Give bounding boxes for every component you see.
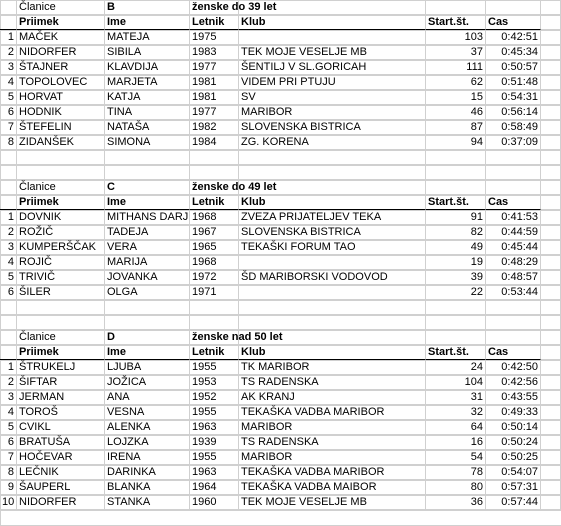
cell-start[interactable]: 31: [426, 390, 486, 405]
header-surname[interactable]: Priimek: [17, 195, 105, 210]
empty-cell[interactable]: [190, 300, 239, 315]
header-name[interactable]: Ime: [105, 195, 190, 210]
cell-time[interactable]: 0:50:57: [486, 60, 541, 75]
cell-year[interactable]: 1972: [190, 270, 239, 285]
empty-cell[interactable]: [0, 15, 17, 30]
cell-start[interactable]: 80: [426, 480, 486, 495]
cell-time[interactable]: 0:41:53: [486, 210, 541, 225]
empty-cell[interactable]: [541, 300, 561, 315]
cell-year[interactable]: 1968: [190, 255, 239, 270]
cell-surname[interactable]: ZIDANŠEK: [17, 135, 105, 150]
cell-year[interactable]: 1963: [190, 465, 239, 480]
cell-club[interactable]: TEK MOJE VESELJE MB: [239, 45, 426, 60]
row-number[interactable]: 4: [0, 255, 17, 270]
cell-year[interactable]: 1955: [190, 360, 239, 375]
cell-surname[interactable]: JERMAN: [17, 390, 105, 405]
empty-cell[interactable]: [541, 465, 561, 480]
header-year[interactable]: Letnik: [190, 195, 239, 210]
cell-surname[interactable]: NIDORFER: [17, 495, 105, 510]
cell-time[interactable]: 0:50:25: [486, 450, 541, 465]
section-code[interactable]: B: [105, 0, 190, 15]
cell-club[interactable]: SLOVENSKA BISTRICA: [239, 225, 426, 240]
empty-cell[interactable]: [426, 165, 486, 180]
cell-club[interactable]: MARIBOR: [239, 420, 426, 435]
cell-name[interactable]: NATAŠA: [105, 120, 190, 135]
empty-cell[interactable]: [0, 0, 17, 15]
cell-surname[interactable]: ŠTRUKELJ: [17, 360, 105, 375]
cell-start[interactable]: 104: [426, 375, 486, 390]
empty-cell[interactable]: [105, 300, 190, 315]
cell-surname[interactable]: ROŽIČ: [17, 225, 105, 240]
cell-start[interactable]: 16: [426, 435, 486, 450]
cell-start[interactable]: 94: [426, 135, 486, 150]
header-time[interactable]: Cas: [486, 195, 541, 210]
cell-time[interactable]: 0:43:55: [486, 390, 541, 405]
cell-time[interactable]: 0:50:24: [486, 435, 541, 450]
row-number[interactable]: 4: [0, 405, 17, 420]
cell-surname[interactable]: KUMPERŠČAK: [17, 240, 105, 255]
cell-start[interactable]: 19: [426, 255, 486, 270]
header-name[interactable]: Ime: [105, 15, 190, 30]
empty-cell[interactable]: [541, 150, 561, 165]
cell-time[interactable]: 0:57:31: [486, 480, 541, 495]
empty-cell[interactable]: [17, 315, 105, 330]
cell-year[interactable]: 1983: [190, 45, 239, 60]
cell-name[interactable]: BLANKA: [105, 480, 190, 495]
empty-cell[interactable]: [426, 330, 486, 345]
cell-club[interactable]: VIDEM PRI PTUJU: [239, 75, 426, 90]
row-number[interactable]: 5: [0, 270, 17, 285]
cell-club[interactable]: TS RADENSKA: [239, 435, 426, 450]
row-number[interactable]: 3: [0, 60, 17, 75]
cell-start[interactable]: 91: [426, 210, 486, 225]
empty-cell[interactable]: [541, 315, 561, 330]
empty-cell[interactable]: [426, 0, 486, 15]
empty-cell[interactable]: [541, 480, 561, 495]
cell-year[interactable]: 1977: [190, 60, 239, 75]
cell-name[interactable]: KATJA: [105, 90, 190, 105]
cell-start[interactable]: 111: [426, 60, 486, 75]
cell-club[interactable]: ZG. KORENA: [239, 135, 426, 150]
section-label[interactable]: Članice: [17, 180, 105, 195]
cell-surname[interactable]: CVIKL: [17, 420, 105, 435]
row-number[interactable]: 8: [0, 135, 17, 150]
empty-cell[interactable]: [17, 165, 105, 180]
empty-cell[interactable]: [486, 315, 541, 330]
empty-cell[interactable]: [541, 210, 561, 225]
cell-start[interactable]: 87: [426, 120, 486, 135]
cell-name[interactable]: OLGA: [105, 285, 190, 300]
cell-year[interactable]: 1968: [190, 210, 239, 225]
empty-cell[interactable]: [486, 0, 541, 15]
cell-surname[interactable]: HODNIK: [17, 105, 105, 120]
row-number[interactable]: 1: [0, 30, 17, 45]
cell-name[interactable]: TINA: [105, 105, 190, 120]
cell-start[interactable]: 46: [426, 105, 486, 120]
cell-time[interactable]: 0:53:44: [486, 285, 541, 300]
cell-name[interactable]: LOJZKA: [105, 435, 190, 450]
empty-cell[interactable]: [0, 330, 17, 345]
cell-time[interactable]: 0:50:14: [486, 420, 541, 435]
empty-cell[interactable]: [541, 225, 561, 240]
empty-cell[interactable]: [541, 240, 561, 255]
cell-start[interactable]: 49: [426, 240, 486, 255]
row-number[interactable]: 6: [0, 435, 17, 450]
empty-cell[interactable]: [541, 420, 561, 435]
cell-time[interactable]: 0:57:44: [486, 495, 541, 510]
empty-cell[interactable]: [239, 165, 426, 180]
cell-name[interactable]: SIMONA: [105, 135, 190, 150]
empty-cell[interactable]: [541, 435, 561, 450]
cell-surname[interactable]: LEČNIK: [17, 465, 105, 480]
header-year[interactable]: Letnik: [190, 15, 239, 30]
row-number[interactable]: 6: [0, 105, 17, 120]
cell-name[interactable]: TADEJA: [105, 225, 190, 240]
empty-cell[interactable]: [0, 345, 17, 360]
cell-start[interactable]: 24: [426, 360, 486, 375]
cell-start[interactable]: 64: [426, 420, 486, 435]
cell-club[interactable]: ŠENTILJ V SL.GORICAH: [239, 60, 426, 75]
empty-cell[interactable]: [486, 150, 541, 165]
cell-year[interactable]: 1964: [190, 480, 239, 495]
header-start[interactable]: Start.št.: [426, 345, 486, 360]
cell-time[interactable]: 0:48:29: [486, 255, 541, 270]
cell-name[interactable]: JOŽICA: [105, 375, 190, 390]
empty-cell[interactable]: [541, 450, 561, 465]
empty-cell[interactable]: [105, 315, 190, 330]
cell-club[interactable]: TEK MOJE VESELJE MB: [239, 495, 426, 510]
cell-name[interactable]: ALENKA: [105, 420, 190, 435]
empty-cell[interactable]: [426, 300, 486, 315]
cell-year[interactable]: 1975: [190, 30, 239, 45]
cell-name[interactable]: JOVANKA: [105, 270, 190, 285]
cell-club[interactable]: SLOVENSKA BISTRICA: [239, 120, 426, 135]
empty-cell[interactable]: [17, 300, 105, 315]
cell-time[interactable]: 0:42:56: [486, 375, 541, 390]
cell-time[interactable]: 0:56:14: [486, 105, 541, 120]
cell-surname[interactable]: ŠTEFELIN: [17, 120, 105, 135]
cell-name[interactable]: DARINKA: [105, 465, 190, 480]
cell-club[interactable]: TEKAŠKA VADBA MARIBOR: [239, 405, 426, 420]
cell-start[interactable]: 103: [426, 30, 486, 45]
row-number[interactable]: 7: [0, 120, 17, 135]
cell-club[interactable]: [239, 30, 426, 45]
cell-year[interactable]: 1953: [190, 375, 239, 390]
row-number[interactable]: 1: [0, 360, 17, 375]
section-title[interactable]: ženske do 49 let: [192, 181, 277, 193]
cell-year[interactable]: 1965: [190, 240, 239, 255]
cell-surname[interactable]: ŠTAJNER: [17, 60, 105, 75]
cell-year[interactable]: 1955: [190, 405, 239, 420]
cell-surname[interactable]: TOPOLOVEC: [17, 75, 105, 90]
section-label[interactable]: Članice: [17, 330, 105, 345]
row-number[interactable]: 8: [0, 465, 17, 480]
empty-cell[interactable]: [486, 165, 541, 180]
cell-year[interactable]: 1967: [190, 225, 239, 240]
row-number[interactable]: 3: [0, 240, 17, 255]
empty-cell[interactable]: [541, 375, 561, 390]
header-year[interactable]: Letnik: [190, 345, 239, 360]
header-name[interactable]: Ime: [105, 345, 190, 360]
cell-surname[interactable]: NIDORFER: [17, 45, 105, 60]
cell-start[interactable]: 36: [426, 495, 486, 510]
section-code[interactable]: C: [105, 180, 190, 195]
empty-cell[interactable]: [190, 150, 239, 165]
cell-time[interactable]: 0:51:48: [486, 75, 541, 90]
cell-year[interactable]: 1963: [190, 420, 239, 435]
cell-time[interactable]: 0:44:59: [486, 225, 541, 240]
cell-surname[interactable]: HOČEVAR: [17, 450, 105, 465]
cell-surname[interactable]: ŠIFTAR: [17, 375, 105, 390]
cell-year[interactable]: 1981: [190, 90, 239, 105]
cell-start[interactable]: 15: [426, 90, 486, 105]
empty-cell[interactable]: [426, 180, 486, 195]
cell-name[interactable]: MARIJA: [105, 255, 190, 270]
cell-start[interactable]: 37: [426, 45, 486, 60]
cell-surname[interactable]: MAČEK: [17, 30, 105, 45]
cell-club[interactable]: [239, 255, 426, 270]
cell-start[interactable]: 62: [426, 75, 486, 90]
row-number[interactable]: 4: [0, 75, 17, 90]
cell-name[interactable]: VESNA: [105, 405, 190, 420]
empty-cell[interactable]: [541, 60, 561, 75]
cell-club[interactable]: AK KRANJ: [239, 390, 426, 405]
header-club[interactable]: Klub: [239, 195, 426, 210]
empty-cell[interactable]: [541, 195, 561, 210]
row-number[interactable]: 7: [0, 450, 17, 465]
empty-cell[interactable]: [541, 90, 561, 105]
cell-name[interactable]: SIBILA: [105, 45, 190, 60]
cell-surname[interactable]: HORVAT: [17, 90, 105, 105]
header-surname[interactable]: Priimek: [17, 15, 105, 30]
cell-surname[interactable]: TRIVIČ: [17, 270, 105, 285]
row-number[interactable]: 6: [0, 285, 17, 300]
empty-cell[interactable]: [486, 300, 541, 315]
empty-cell[interactable]: [541, 30, 561, 45]
header-surname[interactable]: Priimek: [17, 345, 105, 360]
empty-cell[interactable]: [541, 405, 561, 420]
cell-year[interactable]: 1939: [190, 435, 239, 450]
empty-cell[interactable]: [541, 345, 561, 360]
empty-cell[interactable]: [190, 315, 239, 330]
row-number[interactable]: 5: [0, 90, 17, 105]
cell-year[interactable]: 1977: [190, 105, 239, 120]
empty-cell[interactable]: [541, 120, 561, 135]
cell-year[interactable]: 1971: [190, 285, 239, 300]
cell-name[interactable]: MARJETA: [105, 75, 190, 90]
cell-club[interactable]: SV: [239, 90, 426, 105]
empty-cell[interactable]: [541, 180, 561, 195]
row-number[interactable]: 2: [0, 225, 17, 240]
empty-cell[interactable]: [239, 150, 426, 165]
empty-cell[interactable]: [541, 330, 561, 345]
empty-cell[interactable]: [541, 495, 561, 510]
cell-surname[interactable]: ŠILER: [17, 285, 105, 300]
empty-cell[interactable]: [239, 300, 426, 315]
cell-time[interactable]: 0:49:33: [486, 405, 541, 420]
cell-name[interactable]: IRENA: [105, 450, 190, 465]
empty-cell[interactable]: [541, 45, 561, 60]
cell-club[interactable]: TEKAŠKA VADBA MAIBOR: [239, 480, 426, 495]
cell-club[interactable]: TK MARIBOR: [239, 360, 426, 375]
empty-cell[interactable]: [0, 165, 17, 180]
cell-year[interactable]: 1984: [190, 135, 239, 150]
empty-cell[interactable]: [105, 150, 190, 165]
cell-start[interactable]: 78: [426, 465, 486, 480]
cell-surname[interactable]: ROJIČ: [17, 255, 105, 270]
empty-cell[interactable]: [0, 195, 17, 210]
cell-surname[interactable]: ŠAUPERL: [17, 480, 105, 495]
empty-cell[interactable]: [541, 105, 561, 120]
empty-cell[interactable]: [541, 15, 561, 30]
empty-cell[interactable]: [541, 390, 561, 405]
cell-year[interactable]: 1982: [190, 120, 239, 135]
header-club[interactable]: Klub: [239, 15, 426, 30]
empty-cell[interactable]: [541, 285, 561, 300]
row-number[interactable]: 10: [0, 495, 17, 510]
row-number[interactable]: 2: [0, 375, 17, 390]
cell-club[interactable]: ŠD MARIBORSKI VODOVOD: [239, 270, 426, 285]
cell-club[interactable]: [239, 285, 426, 300]
cell-time[interactable]: 0:42:50: [486, 360, 541, 375]
section-code[interactable]: D: [105, 330, 190, 345]
cell-time[interactable]: 0:48:57: [486, 270, 541, 285]
cell-start[interactable]: 54: [426, 450, 486, 465]
empty-cell[interactable]: [541, 135, 561, 150]
section-title[interactable]: ženske do 39 let: [192, 1, 277, 13]
header-time[interactable]: Cas: [486, 345, 541, 360]
empty-cell[interactable]: [190, 165, 239, 180]
cell-club[interactable]: TS RADENSKA: [239, 375, 426, 390]
header-time[interactable]: Cas: [486, 15, 541, 30]
cell-time[interactable]: 0:54:31: [486, 90, 541, 105]
cell-start[interactable]: 32: [426, 405, 486, 420]
cell-name[interactable]: KLAVDIJA: [105, 60, 190, 75]
header-start[interactable]: Start.št.: [426, 195, 486, 210]
empty-cell[interactable]: [541, 270, 561, 285]
header-start[interactable]: Start.št.: [426, 15, 486, 30]
empty-cell[interactable]: [0, 180, 17, 195]
cell-year[interactable]: 1981: [190, 75, 239, 90]
cell-name[interactable]: VERA: [105, 240, 190, 255]
empty-cell[interactable]: [0, 150, 17, 165]
cell-name[interactable]: ANA: [105, 390, 190, 405]
empty-cell[interactable]: [426, 150, 486, 165]
empty-cell[interactable]: [0, 300, 17, 315]
cell-club[interactable]: MARIBOR: [239, 105, 426, 120]
empty-cell[interactable]: [486, 180, 541, 195]
cell-name[interactable]: MATEJA: [105, 30, 190, 45]
header-club[interactable]: Klub: [239, 345, 426, 360]
cell-name[interactable]: LJUBA: [105, 360, 190, 375]
cell-year[interactable]: 1955: [190, 450, 239, 465]
empty-cell[interactable]: [486, 330, 541, 345]
cell-time[interactable]: 0:54:07: [486, 465, 541, 480]
empty-cell[interactable]: [541, 165, 561, 180]
cell-year[interactable]: 1952: [190, 390, 239, 405]
row-number[interactable]: 2: [0, 45, 17, 60]
cell-club[interactable]: MARIBOR: [239, 450, 426, 465]
section-title[interactable]: ženske nad 50 let: [192, 331, 283, 343]
cell-club[interactable]: TEKAŠKI FORUM TAO: [239, 240, 426, 255]
cell-time[interactable]: 0:45:44: [486, 240, 541, 255]
empty-cell[interactable]: [426, 315, 486, 330]
empty-cell[interactable]: [541, 360, 561, 375]
empty-cell[interactable]: [541, 255, 561, 270]
empty-cell[interactable]: [239, 315, 426, 330]
cell-time[interactable]: 0:37:09: [486, 135, 541, 150]
cell-time[interactable]: 0:58:49: [486, 120, 541, 135]
cell-name[interactable]: MITHANS DARJ: [107, 211, 189, 223]
empty-cell[interactable]: [17, 150, 105, 165]
row-number[interactable]: 3: [0, 390, 17, 405]
cell-name[interactable]: STANKA: [105, 495, 190, 510]
cell-start[interactable]: 39: [426, 270, 486, 285]
cell-time[interactable]: 0:45:34: [486, 45, 541, 60]
section-label[interactable]: Članice: [17, 0, 105, 15]
cell-club[interactable]: ZVEZA PRIJATELJEV TEKA: [239, 210, 426, 225]
empty-cell[interactable]: [105, 165, 190, 180]
cell-year[interactable]: 1960: [190, 495, 239, 510]
empty-cell[interactable]: [541, 0, 561, 15]
cell-surname[interactable]: TOROŠ: [17, 405, 105, 420]
empty-cell[interactable]: [541, 75, 561, 90]
row-number[interactable]: 9: [0, 480, 17, 495]
cell-start[interactable]: 82: [426, 225, 486, 240]
empty-cell[interactable]: [0, 315, 17, 330]
cell-surname[interactable]: DOVNIK: [17, 210, 105, 225]
cell-time[interactable]: 0:42:51: [486, 30, 541, 45]
row-number[interactable]: 5: [0, 420, 17, 435]
cell-club[interactable]: TEKAŠKA VADBA MARIBOR: [239, 465, 426, 480]
cell-surname[interactable]: BRATUŠA: [17, 435, 105, 450]
row-number[interactable]: 1: [0, 210, 17, 225]
cell-start[interactable]: 22: [426, 285, 486, 300]
